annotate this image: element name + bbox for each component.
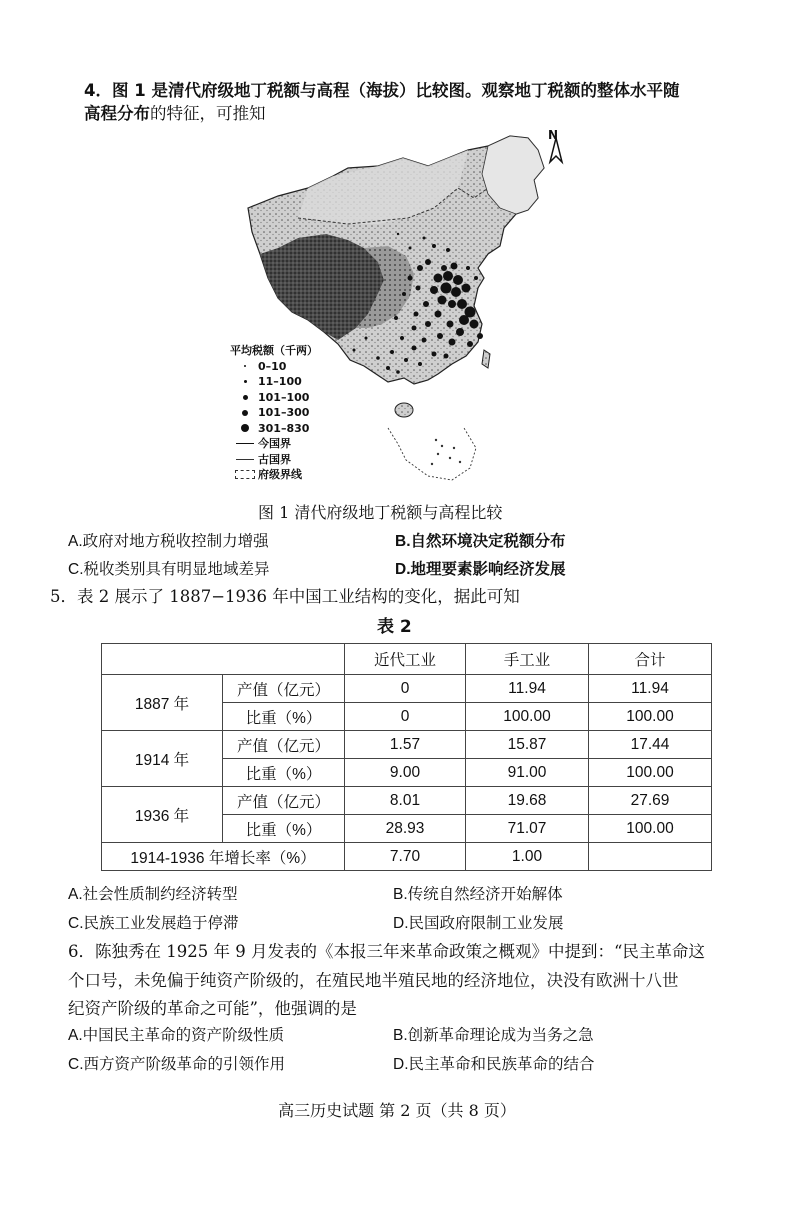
legend-item-1: 0–10: [232, 359, 318, 375]
table-title: 表 2: [377, 617, 412, 637]
north-label: N: [548, 128, 559, 142]
legend-item-6: 今国界: [232, 436, 318, 452]
legend-item-3: 101–100: [232, 390, 318, 406]
header-total: 合计: [589, 644, 712, 675]
q4-stem-tail: 的特征，可推知: [150, 104, 266, 123]
table-row: 1936 年 产值（亿元） 8.01 19.68 27.69: [102, 787, 712, 815]
q6-stem-line1: 6．陈独秀在 1925 年 9 月发表的《本报三年来革命政策之概观》中提到：“民主革命这: [68, 942, 705, 961]
metric-cell: 比重（%）: [223, 815, 345, 843]
q6-option-d[interactable]: D.民主革命和民族革命的结合: [393, 1055, 595, 1073]
header-handicraft: 手工业: [466, 644, 589, 675]
metric-cell: 比重（%）: [223, 759, 345, 787]
q4-option-d[interactable]: D.地理要素影响经济发展: [395, 560, 566, 578]
table-row: 比重（%） 9.00 91.00 100.00: [102, 759, 712, 787]
legend-item-5: 301–830: [232, 421, 318, 437]
q6-stem-line3: 纪资产阶级的革命之可能”，他强调的是: [68, 999, 357, 1018]
q5-option-a[interactable]: A.社会性质制约经济转型: [68, 885, 238, 903]
year-cell: 1914 年: [102, 731, 223, 787]
q6-option-b[interactable]: B.创新革命理论成为当务之急: [393, 1026, 594, 1044]
figure-caption: 图 1 清代府级地丁税额与高程比较: [258, 503, 503, 522]
q5-option-b[interactable]: B.传统自然经济开始解体: [393, 885, 563, 903]
legend-item-7: 古国界: [232, 452, 318, 468]
legend-item-4: 101–300: [232, 405, 318, 421]
growth-label: 1914-1936 年增长率（%）: [102, 843, 345, 871]
q4-option-a[interactable]: A.政府对地方税收控制力增强: [68, 532, 269, 550]
legend-item-2: 11–100: [232, 374, 318, 390]
metric-cell: 产值（亿元）: [223, 731, 345, 759]
q4-stem-bold2: 高程分布: [84, 104, 150, 123]
table-growth-row: 1914-1936 年增长率（%） 7.70 1.00: [102, 843, 712, 871]
legend-title: 平均税额（千两）: [230, 344, 318, 357]
q4-stem-bold1: 图 1 是清代府级地丁税额与高程（海拔）比较图。观察地丁税额的整体水平随: [111, 81, 680, 100]
q5-option-d[interactable]: D.民国政府限制工业发展: [393, 914, 564, 932]
q6-option-c[interactable]: C.西方资产阶级革命的引领作用: [68, 1055, 286, 1073]
table-row: 比重（%） 0 100.00 100.00: [102, 703, 712, 731]
q6-stem-line2: 个口号，未免偏于纯资产阶级的，在殖民地半殖民地的经济地位，决没有欧洲十八世: [68, 971, 679, 990]
q6-option-a[interactable]: A.中国民主革命的资产阶级性质: [68, 1026, 285, 1044]
map-legend: [232, 343, 318, 483]
q4-number: 4．: [84, 81, 112, 100]
table-row: 1887 年 产值（亿元） 0 11.94 11.94: [102, 675, 712, 703]
table-row: 1914 年 产值（亿元） 1.57 15.87 17.44: [102, 731, 712, 759]
table-header-row: [102, 644, 712, 675]
year-cell: 1936 年: [102, 787, 223, 843]
q4-option-c[interactable]: C.税收类别具有明显地域差异: [68, 560, 270, 578]
page-footer: 高三历史试题 第 2 页（共 8 页）: [278, 1101, 516, 1120]
legend-item-8: 府级界线: [232, 467, 318, 483]
map-taiwan: [482, 350, 490, 368]
q5-stem: 5．表 2 展示了 1887−1936 年中国工业结构的变化，据此可知: [50, 587, 520, 606]
map-hainan: [395, 403, 413, 417]
table-row: 比重（%） 28.93 71.07 100.00: [102, 815, 712, 843]
map-south-sea: [388, 428, 476, 480]
q5-option-c[interactable]: C.民族工业发展趋于停滞: [68, 914, 239, 932]
metric-cell: 产值（亿元）: [223, 787, 345, 815]
metric-cell: 产值（亿元）: [223, 675, 345, 703]
q4-stem-line1: [84, 80, 679, 102]
header-modern: 近代工业: [345, 644, 466, 675]
q4-stem-line2: [84, 103, 266, 125]
metric-cell: 比重（%）: [223, 703, 345, 731]
year-cell: 1887 年: [102, 675, 223, 731]
industry-table: [101, 643, 712, 871]
map-island-dots: [431, 439, 461, 465]
q4-option-b[interactable]: B.自然环境决定税额分布: [395, 532, 566, 550]
